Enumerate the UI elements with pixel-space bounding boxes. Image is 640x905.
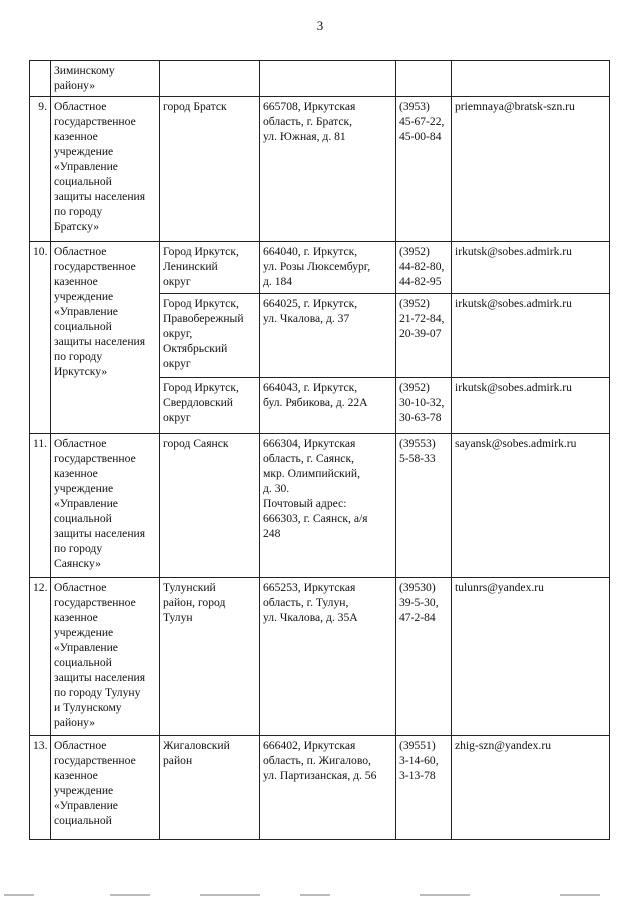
- email-cell: sayansk@sobes.admirk.ru: [452, 434, 610, 578]
- organization-cell: Областное государственное казенное учреждение «Управление социальной защиты населения по городу Саянску»: [51, 434, 160, 578]
- service-area-cell: Город Иркутск, Правобережный округ, Октябрьский округ: [160, 294, 260, 378]
- address-cell: 664040, г. Иркутск, ул. Розы Люксембург, д. 184: [260, 242, 396, 294]
- table-row: [30, 434, 610, 578]
- page-number: 3: [316, 18, 324, 33]
- address-cell: 665708, Иркутская область, г. Братск, ул. Южная, д. 81: [260, 97, 396, 242]
- service-area-cell: город Братск: [160, 97, 260, 242]
- row-number: 9.: [30, 97, 51, 242]
- address-cell: [260, 61, 396, 97]
- service-area-cell: город Саянск: [160, 434, 260, 578]
- row-number: 10.: [30, 242, 51, 434]
- email-cell: tulunrs@yandex.ru: [452, 578, 610, 736]
- service-area-cell: [160, 61, 260, 97]
- email-cell: irkutsk@sobes.admirk.ru: [452, 294, 610, 378]
- address-cell: 664043, г. Иркутск, бул. Рябикова, д. 22А: [260, 378, 396, 434]
- row-number: 12.: [30, 578, 51, 736]
- phone-cell: (3952) 44-82-80, 44-82-95: [396, 242, 452, 294]
- phone-cell: (3952) 30-10-32, 30-63-78: [396, 378, 452, 434]
- phone-cell: (39551) 3-14-60, 3-13-78: [396, 736, 452, 840]
- phone-cell: (39553) 5-58-33: [396, 434, 452, 578]
- institutions-table: [29, 60, 610, 840]
- organization-cell: Областное государственное казенное учреждение «Управление социальной защиты населения по городу Иркутску»: [51, 242, 160, 434]
- email-cell: zhig-szn@yandex.ru: [452, 736, 610, 840]
- organization-cell: Областное государственное казенное учреждение «Управление социальной: [51, 736, 160, 840]
- email-cell: irkutsk@sobes.admirk.ru: [452, 378, 610, 434]
- email-cell: irkutsk@sobes.admirk.ru: [452, 242, 610, 294]
- row-number: 11.: [30, 434, 51, 578]
- address-cell: 666304, Иркутская область, г. Саянск, мкр. Олимпийский, д. 30. Почтовый адрес: 666303, г. Саянск, а/я 248: [260, 434, 396, 578]
- service-area-cell: Тулунский район, город Тулун: [160, 578, 260, 736]
- table-row: [30, 61, 610, 97]
- table-row: [30, 736, 610, 840]
- table-row: [30, 578, 610, 736]
- address-cell: 665253, Иркутская область, г. Тулун, ул. Чкалова, д. 35А: [260, 578, 396, 736]
- phone-cell: (39530) 39-5-30, 47-2-84: [396, 578, 452, 736]
- service-area-cell: Город Иркутск, Свердловский округ: [160, 378, 260, 434]
- address-cell: 664025, г. Иркутск, ул. Чкалова, д. 37: [260, 294, 396, 378]
- scan-artifacts: [0, 894, 640, 900]
- email-cell: priemnaya@bratsk-szn.ru: [452, 97, 610, 242]
- service-area-cell: Жигаловский район: [160, 736, 260, 840]
- organization-cell: Областное государственное казенное учреждение «Управление социальной защиты населения по городу Братску»: [51, 97, 160, 242]
- service-area-cell: Город Иркутск, Ленинский округ: [160, 242, 260, 294]
- organization-cell: Зиминскому району»: [51, 61, 160, 97]
- email-cell: [452, 61, 610, 97]
- address-cell: 666402, Иркутская область, п. Жигалово, ул. Партизанская, д. 56: [260, 736, 396, 840]
- row-number: [30, 61, 51, 97]
- row-number: 13.: [30, 736, 51, 840]
- phone-cell: (3952) 21-72-84, 20-39-07: [396, 294, 452, 378]
- table-row: [30, 242, 610, 294]
- phone-cell: (3953) 45-67-22, 45-00-84: [396, 97, 452, 242]
- table-row: [30, 97, 610, 242]
- phone-cell: [396, 61, 452, 97]
- organization-cell: Областное государственное казенное учреждение «Управление социальной защиты населения по городу Тулуну и Тулунскому району»: [51, 578, 160, 736]
